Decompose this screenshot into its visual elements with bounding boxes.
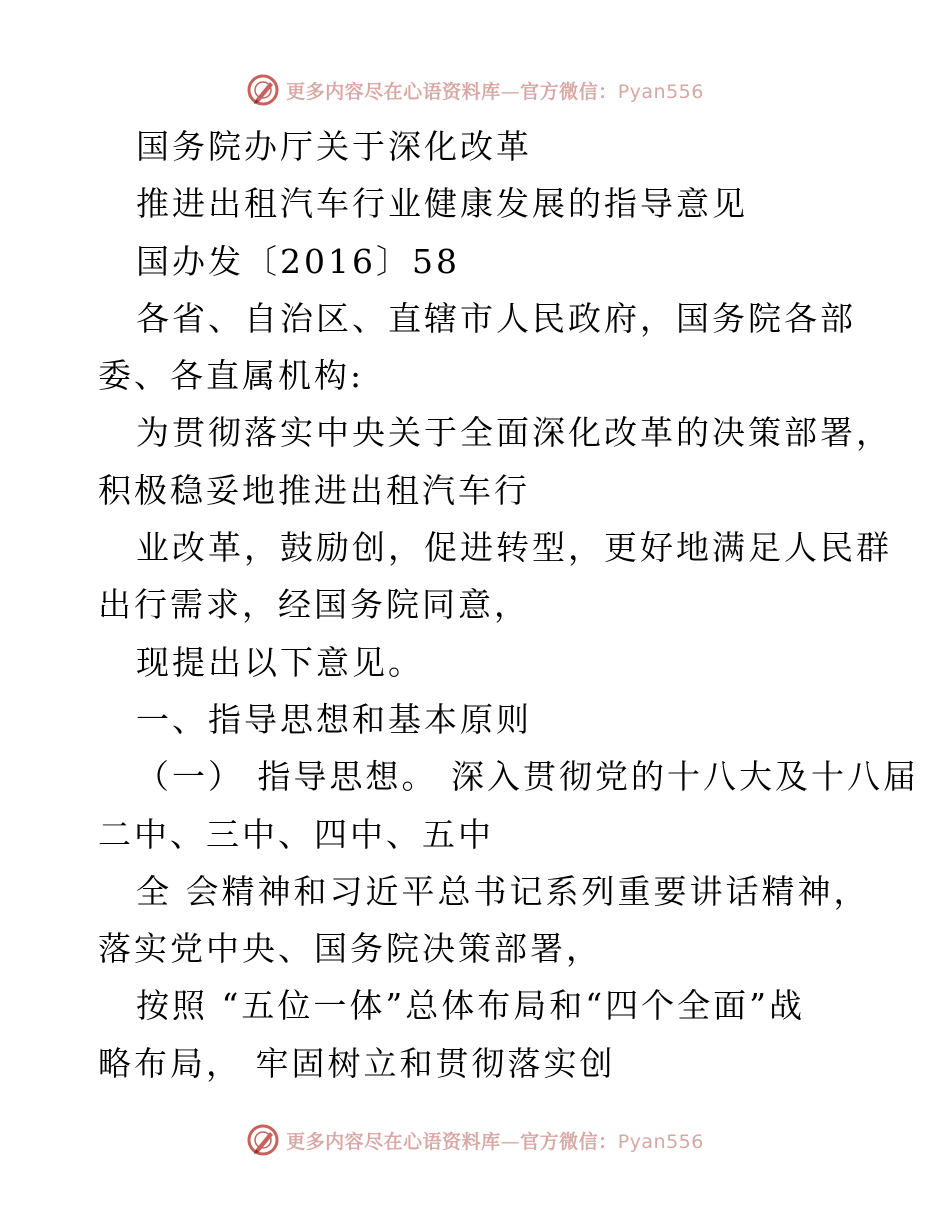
watermark-header bbox=[0, 70, 950, 110]
watermark-main-text: 更多内容尽在心语资料库 bbox=[286, 1130, 501, 1153]
document-body bbox=[98, 118, 919, 1092]
watermark-header-text bbox=[286, 77, 704, 104]
doc-paragraph-line: 全 会精神和习近平总书记系列重要讲话精神， bbox=[136, 871, 870, 911]
doc-paragraph-line: 委、各直属机构: bbox=[98, 356, 365, 396]
doc-paragraph-line: 略布局， 牢固树立和贯彻落实创 bbox=[98, 1043, 616, 1083]
watermark-official-label: 官方微信： bbox=[520, 1130, 618, 1153]
doc-paragraph-line: 出行需求，经国务院同意， bbox=[98, 585, 530, 625]
watermark-footer-inner bbox=[246, 1123, 704, 1157]
doc-paragraph-line: 二中、三中、四中、五中 bbox=[98, 814, 494, 854]
watermark-header-inner bbox=[246, 73, 704, 107]
doc-paragraph-line: 按照 “五位一体”总体布局和“四个全面”战 bbox=[136, 986, 805, 1026]
doc-paragraph-line: 业改革，鼓励创，促进转型，更好地满足人民群 bbox=[136, 528, 892, 568]
pen-seal-logo-icon bbox=[246, 73, 280, 107]
doc-section-heading: 一、指导思想和基本原则 bbox=[136, 699, 532, 739]
watermark-wechat-id: Pyan556 bbox=[617, 80, 704, 103]
doc-paragraph-line: 各省、自治区、直辖市人民政府，国务院各部 bbox=[136, 298, 856, 338]
pen-seal-logo-icon bbox=[246, 1123, 280, 1157]
watermark-wechat-id: Pyan556 bbox=[617, 1130, 704, 1153]
doc-paragraph-line: （一） 指导思想。 深入贯彻党的十八大及十八届 bbox=[136, 757, 919, 797]
watermark-separator: — bbox=[500, 1130, 521, 1153]
watermark-official-label: 官方微信： bbox=[520, 80, 618, 103]
watermark-footer-text bbox=[286, 1127, 704, 1154]
doc-paragraph-line: 积极稳妥地推进出租汽车行 bbox=[98, 470, 530, 510]
doc-paragraph-line: 现提出以下意见。 bbox=[136, 642, 424, 682]
watermark-main-text: 更多内容尽在心语资料库 bbox=[286, 80, 501, 103]
doc-number: 国办发〔2016〕58 bbox=[136, 241, 460, 281]
watermark-footer bbox=[0, 1120, 950, 1160]
doc-paragraph-line: 为贯彻落实中央关于全面深化改革的决策部署， bbox=[136, 413, 892, 453]
doc-title-line-2: 推进出租汽车行业健康发展的指导意见 bbox=[136, 184, 748, 224]
watermark-separator: — bbox=[500, 80, 521, 103]
doc-title-line-1: 国务院办厅关于深化改革 bbox=[136, 127, 532, 166]
doc-paragraph-line: 落实党中央、国务院决策部署， bbox=[98, 929, 602, 969]
